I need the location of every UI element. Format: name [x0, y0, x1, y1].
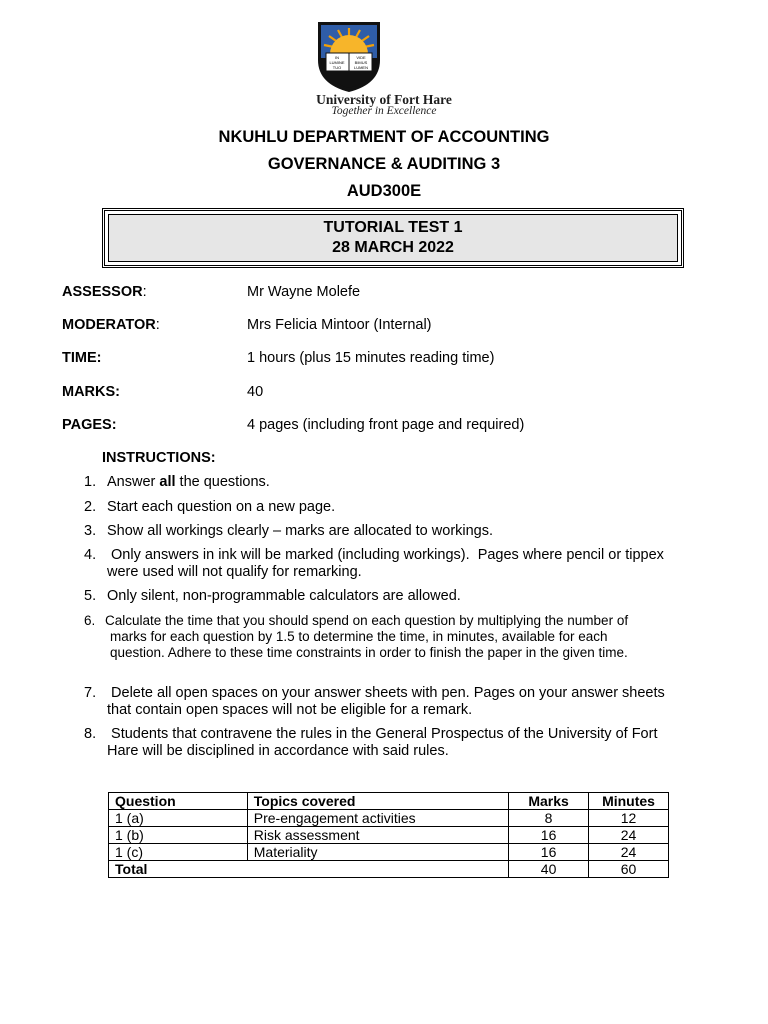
- university-tagline: Together in Excellence: [331, 105, 437, 117]
- table-cell: 16: [509, 827, 589, 844]
- column-header: Question: [109, 793, 248, 810]
- course-code: AUD300E: [346, 182, 422, 200]
- crest-book-text: IN: [335, 55, 339, 60]
- table-cell: Pre-engagement activities: [247, 810, 508, 827]
- pages-value: 4 pages (including front page and required): [247, 417, 525, 433]
- crest-book-text: BIMUS: [354, 60, 368, 65]
- total-marks: 40: [509, 861, 589, 878]
- course-heading: GOVERNANCE & AUDITING 3: [267, 155, 501, 173]
- instructions-heading: INSTRUCTIONS:: [102, 450, 216, 466]
- table-cell: 24: [589, 844, 669, 861]
- table-row: [109, 844, 669, 861]
- moderator-label: MODERATOR:: [62, 317, 160, 333]
- instruction-item: 6. Calculate the time that you should spend on each question by multiplying the number of marks for each question by 1.5 to determine the time, in minutes, available for each question. Adhere to these time constraints in order to finish the paper in the given time.: [84, 613, 629, 660]
- table-cell: Materiality: [247, 844, 508, 861]
- column-header: Topics covered: [247, 793, 508, 810]
- university-crest-logo: [316, 20, 382, 94]
- column-header: Minutes: [589, 793, 669, 810]
- marks-label: MARKS:: [62, 384, 120, 400]
- table-header-row: [109, 793, 669, 810]
- assessor-label: ASSESSOR:: [62, 284, 147, 300]
- time-label: TIME:: [62, 350, 102, 366]
- table-cell: Risk assessment: [247, 827, 508, 844]
- test-title: TUTORIAL TEST 1: [323, 219, 463, 236]
- time-value: 1 hours (plus 15 minutes reading time): [247, 350, 495, 366]
- table-cell: 1 (b): [109, 827, 248, 844]
- total-label: Total: [109, 861, 509, 878]
- column-header: Marks: [509, 793, 589, 810]
- instruction-item: 8. Students that contravene the rules in the General Prospectus of the University of Fort Hare will be disciplined in accordance with said rules.: [84, 726, 658, 759]
- pages-label: PAGES:: [62, 417, 117, 433]
- department-heading: NKUHLU DEPARTMENT OF ACCOUNTING: [218, 128, 550, 146]
- marks-value: 40: [247, 384, 264, 400]
- table-row: [109, 810, 669, 827]
- crest-book-text: VIDE: [356, 55, 366, 60]
- assessor-value: Mr Wayne Molefe: [247, 284, 361, 300]
- moderator-value: Mrs Felicia Mintoor (Internal): [247, 317, 432, 333]
- table-total-row: [109, 861, 669, 878]
- crest-book-text: LUMINE: [329, 60, 345, 65]
- university-name: University of Fort Hare: [316, 92, 452, 107]
- total-minutes: 60: [589, 861, 669, 878]
- test-date: 28 MARCH 2022: [332, 239, 454, 256]
- question-allocation-table: [108, 792, 669, 878]
- table-cell: 16: [509, 844, 589, 861]
- test-title-inner: [108, 214, 678, 262]
- table-cell: 1 (a): [109, 810, 248, 827]
- instruction-item: 7. Delete all open spaces on your answer sheets with pen. Pages on your answer sheets that contain open spaces will not be eligible for a remark.: [84, 685, 665, 718]
- test-title-box: [102, 208, 684, 268]
- crest-book-text: LUMEN: [353, 65, 369, 70]
- crest-book-text: TUO: [332, 65, 342, 70]
- table-cell: 24: [589, 827, 669, 844]
- instruction-item: 4. Only answers in ink will be marked (including workings). Pages where pencil or tippex were used will not qualify for remarking.: [84, 547, 664, 580]
- table-cell: 1 (c): [109, 844, 248, 861]
- table-cell: 8: [509, 810, 589, 827]
- table-row: [109, 827, 669, 844]
- table-cell: 12: [589, 810, 669, 827]
